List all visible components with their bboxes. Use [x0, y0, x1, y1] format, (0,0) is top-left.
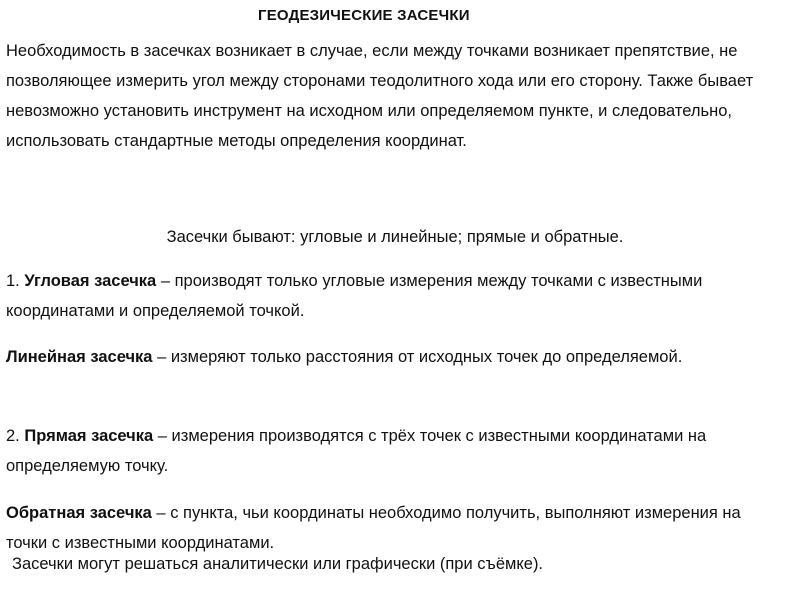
direct-term: Прямая засечка: [24, 427, 154, 445]
angular-number: 1.: [6, 272, 25, 290]
types-paragraph: Засечки бывают: угловые и линейные; прямые и обратные.: [166, 228, 624, 246]
solution-methods-paragraph: Засечки могут решаться аналитически или графически (при съёмке).: [12, 555, 544, 573]
document-title: ГЕОДЕЗИЧЕСКИЕ ЗАСЕЧКИ: [258, 7, 470, 24]
angular-text: – производят только угловые измерения между точками с известными координатами и определяемой точкой.: [6, 272, 703, 320]
angular-term: Угловая засечка: [24, 272, 157, 290]
direct-number: 2.: [6, 427, 25, 445]
linear-text: – измеряют только расстояния от исходных точек до определяемой.: [152, 348, 683, 366]
intro-paragraph: Необходимость в засечках возникает в случае, если между точками возникает препятствие, не позволяющее измерить угол между сторонами теодолитного хода или его сторону. Также бывает невозможно установить инструмент на исходном или определяемом пункте, и следовательно, использовать стандартные методы определения координат.: [6, 42, 754, 150]
linear-resection-paragraph: [6, 342, 776, 372]
reverse-text: – с пункта, чьи координаты необходимо получить, выполняют измерения на точки с известными координатами.: [6, 504, 741, 552]
direct-resection-paragraph: [6, 421, 776, 481]
linear-term: Линейная засечка: [6, 348, 153, 366]
angular-resection-paragraph: [6, 266, 776, 326]
direct-text: – измерения производятся с трёх точек с известными координатами на определяемую точку.: [6, 427, 707, 475]
reverse-term: Обратная засечка: [6, 504, 152, 522]
